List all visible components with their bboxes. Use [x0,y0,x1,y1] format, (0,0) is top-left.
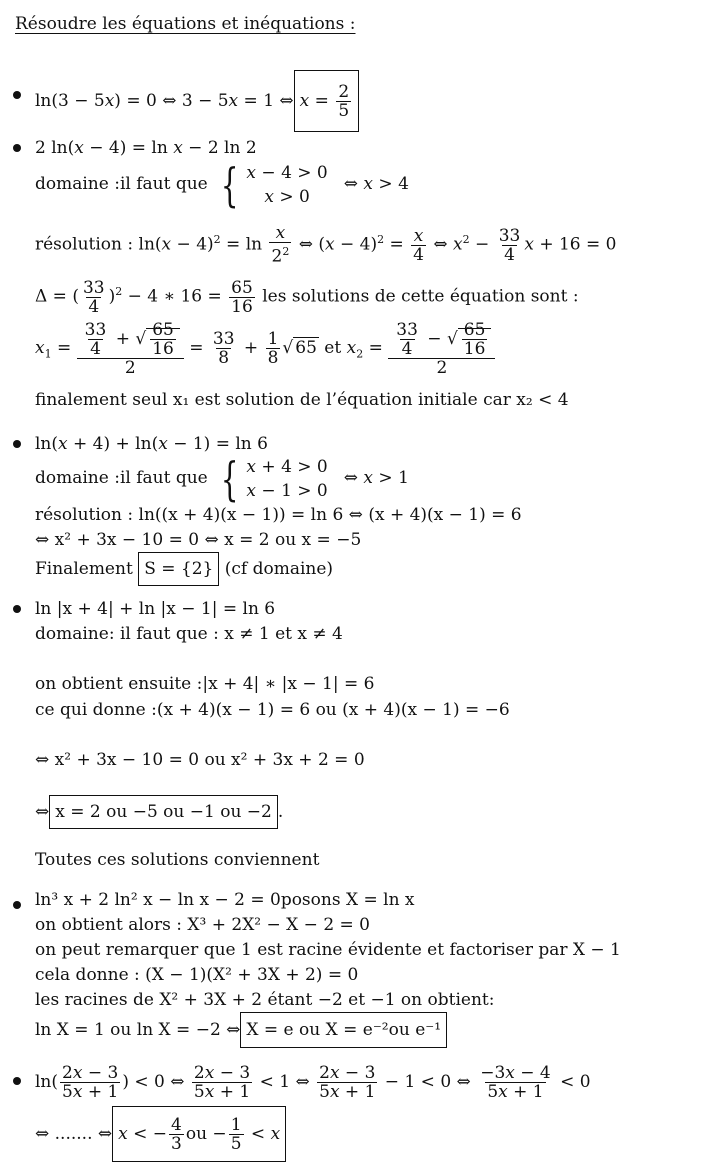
roots-2: $x_1$ = $\frac{33}{4}$ + √ $\frac{65}{16}$ 2 = $\frac{33}{8}$ + $\frac{1}{8}$ √ 65 et $x_2$ = $\frac{33}{4}$ − √ $\frac{65}{16}$ 2 [35,318,495,384]
line5-prefix: ln X = 1 ou ln X = −2 ⇔ [35,1020,241,1040]
answer-box: S = {2} [138,552,219,586]
step1-4: on obtient ensuite :|x + 4| ∗ |x − 1| = 6 [35,674,375,694]
answer-box: X = e ou X = e⁻²ou e⁻¹ [240,1012,447,1048]
line4-5: les racines de X² + 3X + 2 étant −2 et −1 on obtient: [35,990,495,1010]
domain-2: domaine :il faut que { x − 4 > 0 x > 0 ⇔ x > 4 [35,157,409,212]
answer-box: x = 2 ou −5 ou −1 ou −2 [49,795,278,829]
line1-5: on obtient alors : X³ + 2X² − X − 2 = 0 [35,915,371,935]
equation-3: ln(x + 4) + ln(x − 1) = ln 6 [35,434,268,454]
bullet-icon [13,901,21,909]
result-prefix: ⇔ ....... ⇔ [35,1124,113,1144]
step-3: ⇔ x² + 3x − 10 = 0 ⇔ x = 2 ou x = −5 [35,530,362,550]
equation-2: 2 ln(x − 4) = ln x − 2 ln 2 [35,138,257,158]
bullet-icon [13,440,21,448]
bullet-icon [13,1077,21,1085]
bullet-icon [13,91,21,99]
equation-1: ln(3 − 5x) = 0 ⇔ 3 − 5x = 1 ⇔ x = 2 5 [35,70,359,132]
delta-2: Δ = ( $\frac{33}{4}$ )$^2$ − 4 ∗ 16 = $\frac{65}{16}$ les solutions de cette équation sont : [35,277,579,317]
line2-5: on peut remarquer que 1 est racine évidente et factoriser par X − 1 [35,940,621,960]
answer-box: x < − 4 3 ou − 1 5 < x [112,1106,286,1162]
answer-box: x = 2 5 [294,70,359,132]
domain-4: domaine: il faut que : x ≠ 1 et x ≠ 4 [35,624,343,644]
step2-4: ce qui donne :(x + 4)(x − 1) = 6 ou (x + 4)(x − 1) = −6 [35,700,510,720]
result-6 [35,1106,286,1162]
resolution-3: résolution : ln((x + 4)(x − 1)) = ln 6 ⇔ (x + 4)(x − 1) = 6 [35,505,522,525]
resolution-2: résolution : $\ln(x - 4)^2 = \ln$ $\frac{x}{2^2}$ ⇔ $(x - 4)^2$ = $\frac{x}{4}$ ⇔ $x^2$ − $\frac{33}{4}$ x + 16 = 0 [35,223,617,267]
equation-5: ln³ x + 2 ln² x − ln x − 2 = 0posons X = ln x [35,890,415,910]
equiv-symbol: ⇔ [35,802,50,822]
conclusion-4: Toutes ces solutions conviennent [35,850,320,870]
domain-3: domaine :il faut que { x + 4 > 0 x − 1 > 0 ⇔ x > 1 [35,451,409,506]
equation-4: ln |x + 4| + ln |x − 1| = ln 6 [35,599,276,619]
period: . [277,802,284,822]
final-3 [35,552,333,586]
bullet-icon [13,605,21,613]
conclusion-2: finalement seul x₁ est solution de l’équation initiale car x₂ < 4 [35,390,569,410]
bullet-icon [13,144,21,152]
step3-4: ⇔ x² + 3x − 10 = 0 ou x² + 3x + 2 = 0 [35,750,365,770]
line5-5 [35,1012,447,1048]
final-note: (cf domaine) [224,559,334,579]
equation-6: ln( $\frac{2x - 3}{5x + 1}$ ) < 0 ⇔ $\frac{2x - 3}{5x + 1}$ < 1 ⇔ $\frac{2x - 3}{5x + 1}$ − 1 < 0 ⇔ $\frac{-3x - 4}{5x + 1}$ < 0 [35,1063,591,1102]
result-4 [35,795,283,829]
page-title: Résoudre les équations et inéquations : [15,14,356,34]
line3-5: cela donne : (X − 1)(X² + 3X + 2) = 0 [35,965,359,985]
final-label: Finalement [35,559,133,579]
